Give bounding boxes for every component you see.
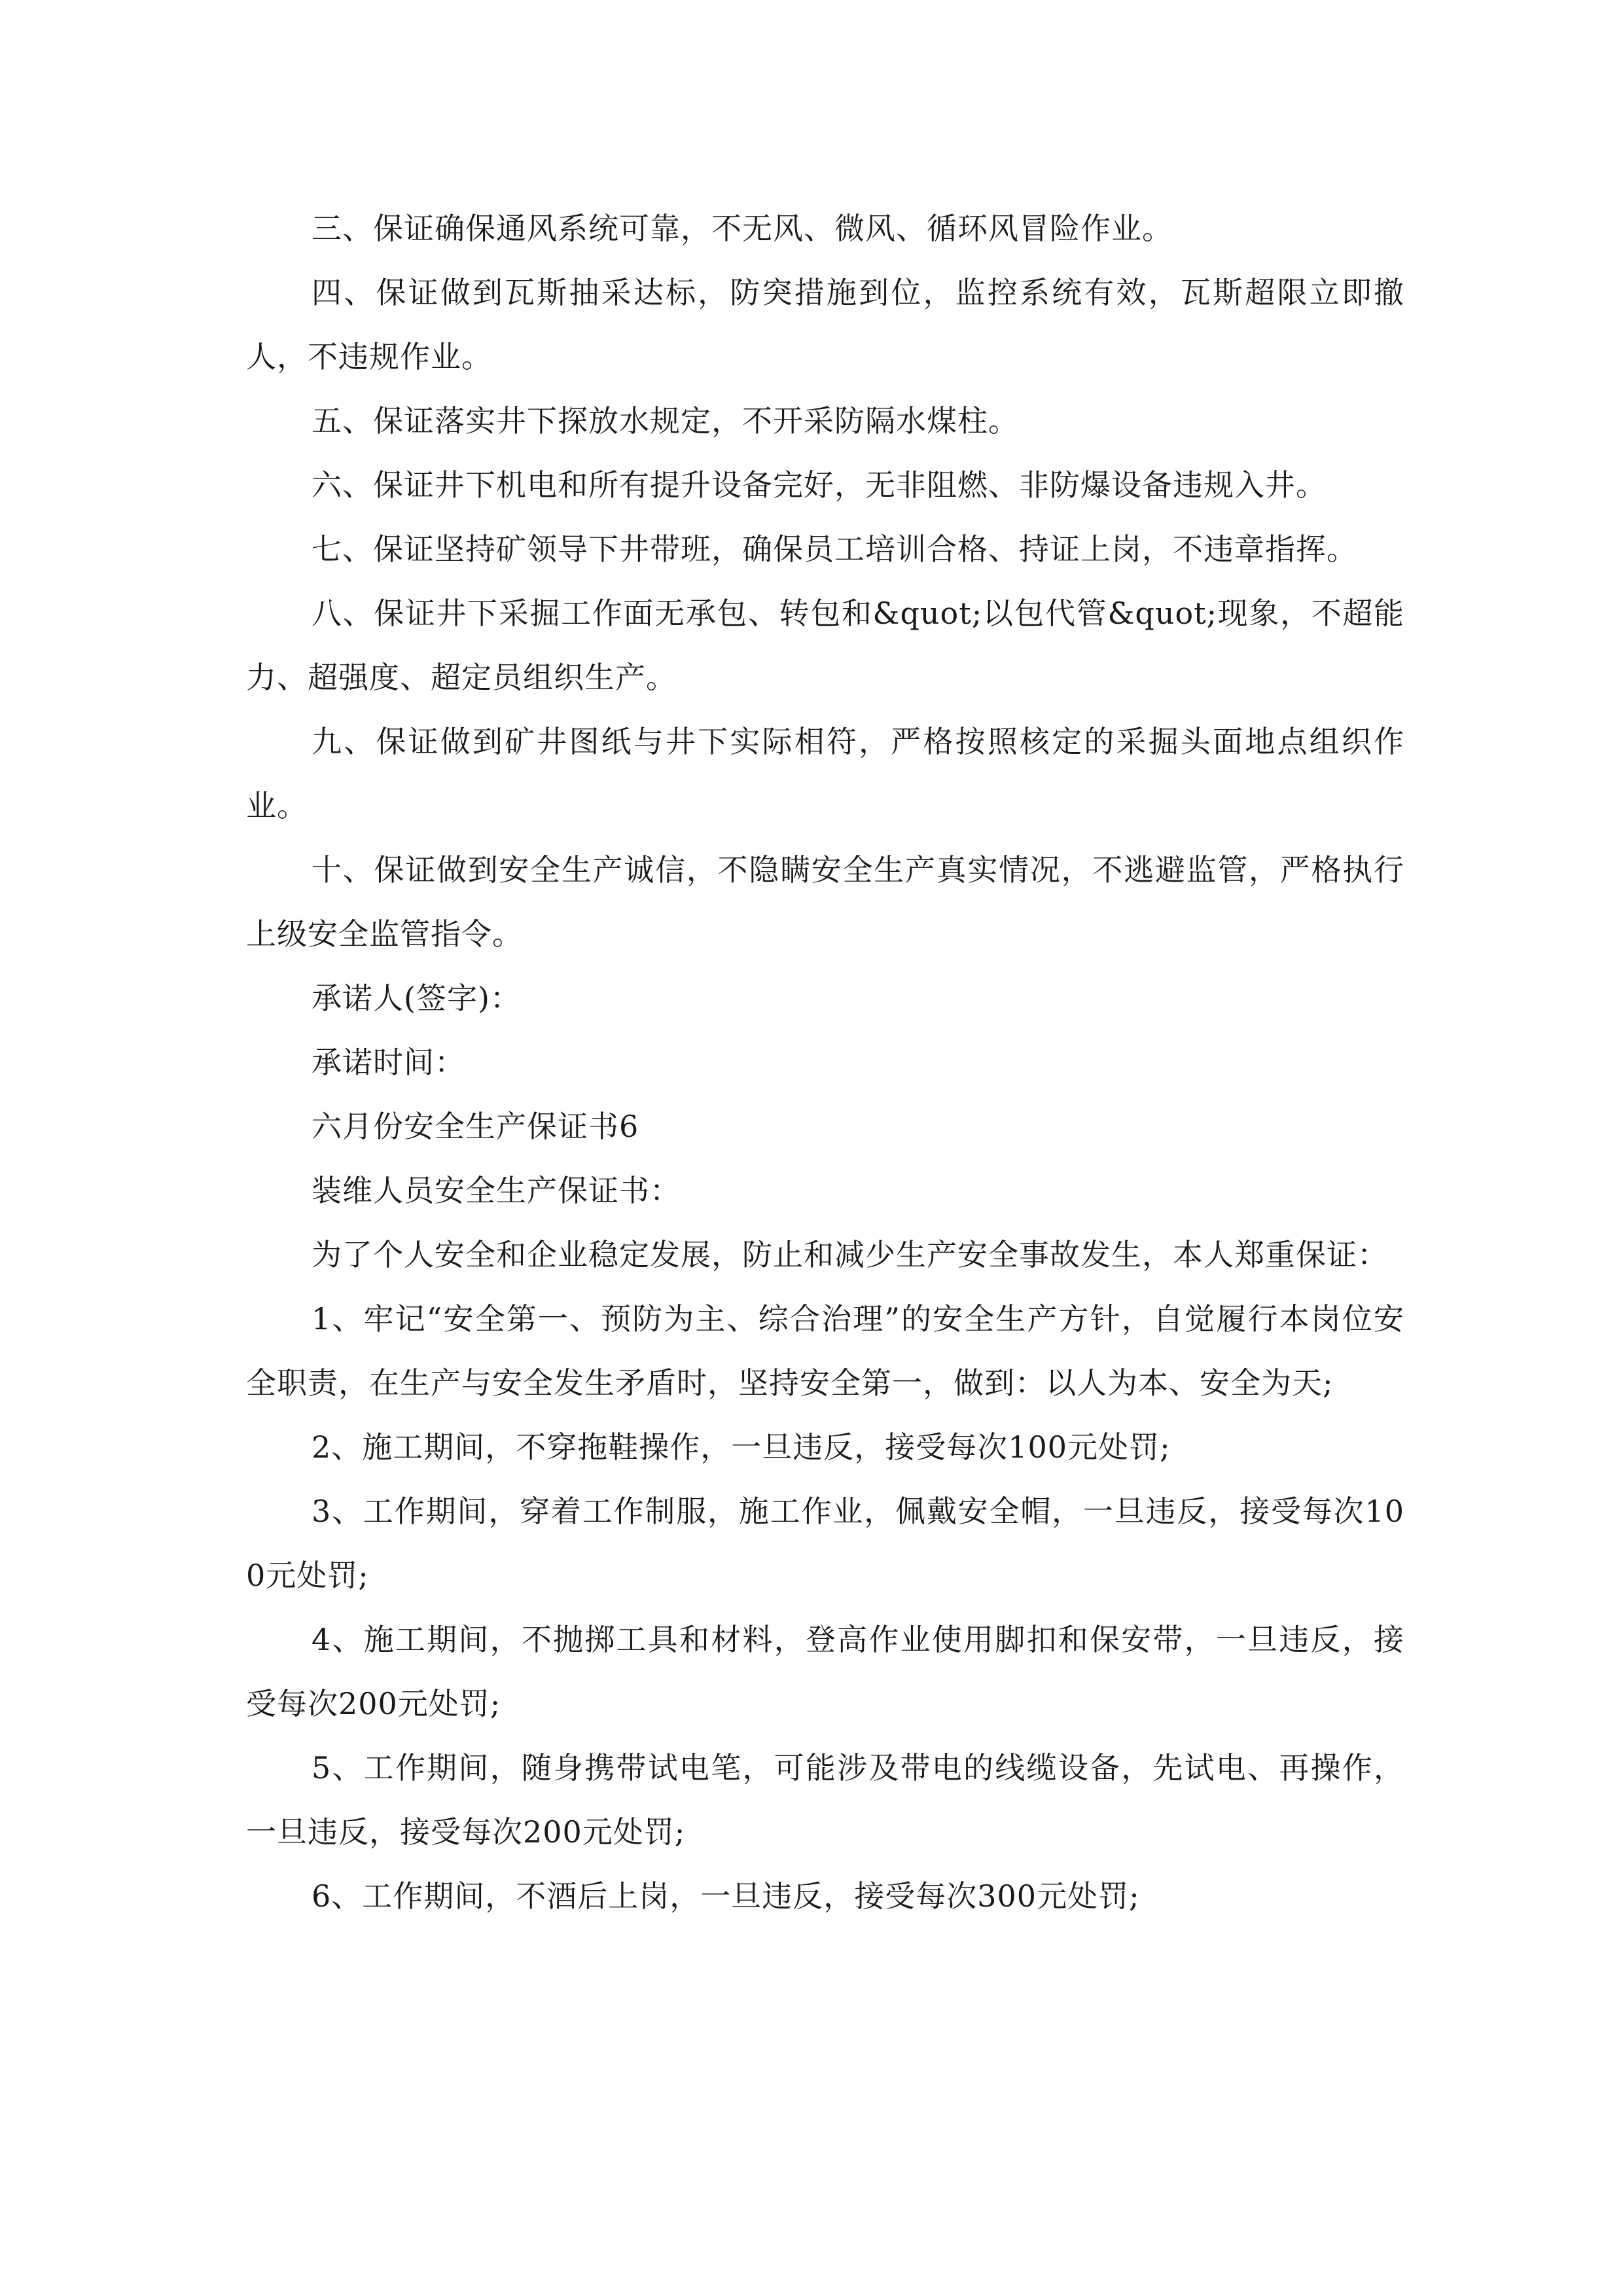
section-title: 六月份安全生产保证书6 xyxy=(312,1109,639,1144)
date-line: 承诺时间： xyxy=(312,1045,465,1080)
rule-item-5: 5、工作期间，随身携带试电笔，可能涉及带电的线缆设备，先试电、再操作，一旦违反，接受每次200元处罚; xyxy=(246,1750,1404,1850)
signature-line: 承诺人(签字)： xyxy=(312,980,521,1016)
section-subtitle: 装维人员安全生产保证书： xyxy=(312,1173,681,1208)
paragraph-item-3: 三、保证确保通风系统可靠，不无风、微风、循环风冒险作业。 xyxy=(312,211,1173,246)
paragraph-item-10: 十、保证做到安全生产诚信，不隐瞒安全生产真实情况，不逃避监管，严格执行上级安全监管指令。 xyxy=(246,852,1404,952)
paragraph-item-5: 五、保证落实井下探放水规定，不开采防隔水煤柱。 xyxy=(312,403,1019,439)
rule-item-2: 2、施工期间，不穿拖鞋操作，一旦违反，接受每次100元处罚; xyxy=(312,1429,1171,1465)
rule-item-4: 4、施工期间，不抛掷工具和材料，登高作业使用脚扣和保安带，一旦违反，接受每次200元处罚; xyxy=(246,1622,1404,1721)
rule-item-6: 6、工作期间，不酒后上岗，一旦违反，接受每次300元处罚; xyxy=(312,1878,1140,1914)
intro-paragraph: 为了个人安全和企业稳定发展，防止和减少生产安全事故发生，本人郑重保证： xyxy=(312,1237,1388,1272)
document-body xyxy=(246,196,1404,1928)
paragraph-item-7: 七、保证坚持矿领导下井带班，确保员工培训合格、持证上岗，不违章指挥。 xyxy=(312,531,1357,567)
paragraph-item-9: 九、保证做到矿井图纸与井下实际相符，严格按照核定的采掘头面地点组织作业。 xyxy=(246,724,1404,823)
rule-item-1: 1、牢记“安全第一、预防为主、综合治理”的安全生产方针，自觉履行本岗位安全职责，在生产与安全发生矛盾时，坚持安全第一，做到：以人为本、安全为天; xyxy=(246,1301,1404,1401)
paragraph-item-6: 六、保证井下机电和所有提升设备完好，无非阻燃、非防爆设备违规入井。 xyxy=(312,467,1327,503)
paragraph-item-4: 四、保证做到瓦斯抽采达标，防突措施到位，监控系统有效，瓦斯超限立即撤人，不违规作业。 xyxy=(246,275,1404,374)
rule-item-3: 3、工作期间，穿着工作制服，施工作业，佩戴安全帽，一旦违反，接受每次100元处罚; xyxy=(246,1494,1404,1593)
paragraph-item-8: 八、保证井下采掘工作面无承包、转包和&quot;以包代管&quot;现象，不超能力、超强度、超定员组织生产。 xyxy=(246,596,1404,695)
